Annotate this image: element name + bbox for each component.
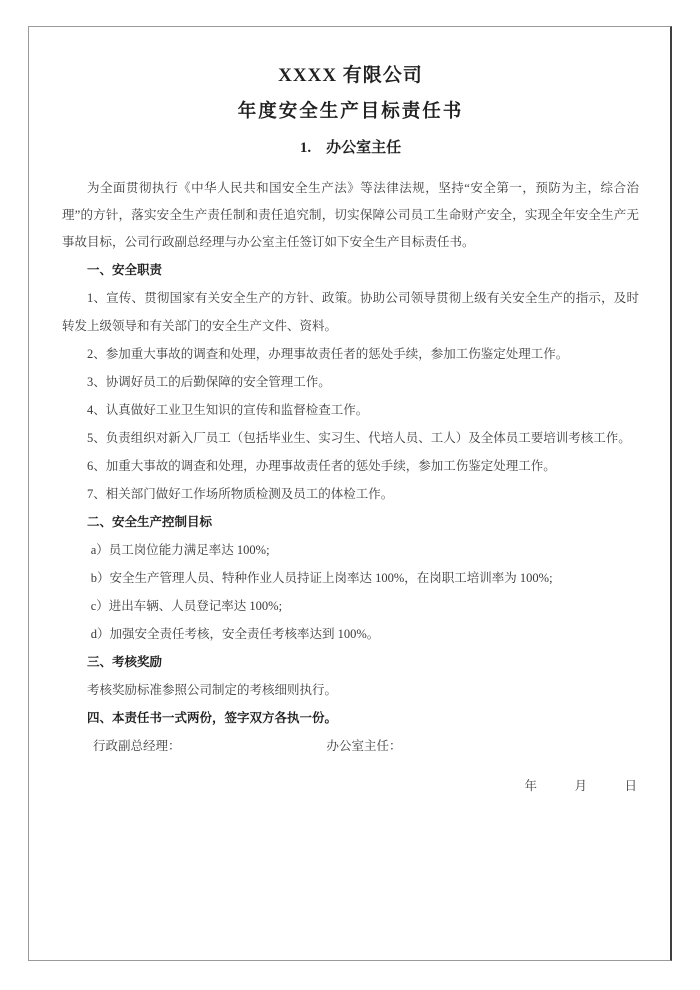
duty-item-6: 6、加重大事故的调查和处理，办理事故责任者的惩处手续，参加工伤鉴定处理工作。 [87, 459, 556, 473]
duty-item-5: 5、负责组织对新入厂员工（包括毕业生、实习生、代培人员、工人）及全体员工要培训考核工作。 [87, 431, 631, 445]
reward-note: 考核奖励标准参照公司制定的考核细则执行。 [87, 683, 338, 697]
signature-left-label: 行政副总经理： [93, 739, 181, 753]
intro-paragraph: 为全面贯彻执行《中华人民共和国安全生产法》等法律法规，坚持“安全第一，预防为主，综合治理”的方针，落实安全生产责任制和责任追究制，切实保障公司员工生命财产安全，实现全年安全生产无事故目标，公司行政副总经理与办公室主任签订如下安全生产目标责任书。 [62, 181, 639, 249]
target-item-b: b）安全生产管理人员、特种作业人员持证上岗率达 100%，在岗职工培训率为 100%; [90, 571, 553, 585]
company-title: XXXX 有限公司 [278, 65, 423, 86]
target-item-a: a）员工岗位能力满足率达 100%; [90, 543, 270, 557]
duty-item-3: 3、协调好员工的后勤保障的安全管理工作。 [87, 375, 331, 389]
duty-item-2: 2、参加重大事故的调查和处理，办理事故责任者的惩处手续，参加工伤鉴定处理工作。 [87, 347, 569, 361]
document-title: 年度安全生产目标责任书 [237, 102, 464, 122]
section-heading-2: 二、安全生产控制目标 [87, 515, 213, 529]
duty-item-4: 4、认真做好工业卫生知识的宣传和监督检查工作。 [87, 403, 369, 417]
signature-row [62, 732, 639, 760]
duty-item-7: 7、相关部门做好工作场所物质检测及员工的体检工作。 [87, 487, 394, 501]
target-item-d: d）加强安全责任考核，安全责任考核率达到 100%。 [90, 627, 380, 641]
page-border-frame [28, 26, 672, 961]
date-line: 年 月 日 [524, 779, 637, 793]
section-heading-4: 四、本责任书一式两份，签字双方各执一份。 [87, 711, 338, 725]
duty-item-1: 1、宣传、贯彻国家有关安全生产的方针、政策。协助公司领导贯彻上级有关安全生产的指示，及时转发上级领导和有关部门的安全生产文件、资料。 [62, 291, 639, 333]
section-heading-3: 三、考核奖励 [87, 655, 163, 669]
signature-right-label: 办公室主任： [326, 739, 402, 753]
page-content [29, 27, 670, 960]
target-item-c: c）进出车辆、人员登记率达 100%; [90, 599, 283, 613]
section-heading-1: 一、安全职责 [87, 263, 163, 277]
role-subtitle: 1. 办公室主任 [299, 140, 402, 156]
